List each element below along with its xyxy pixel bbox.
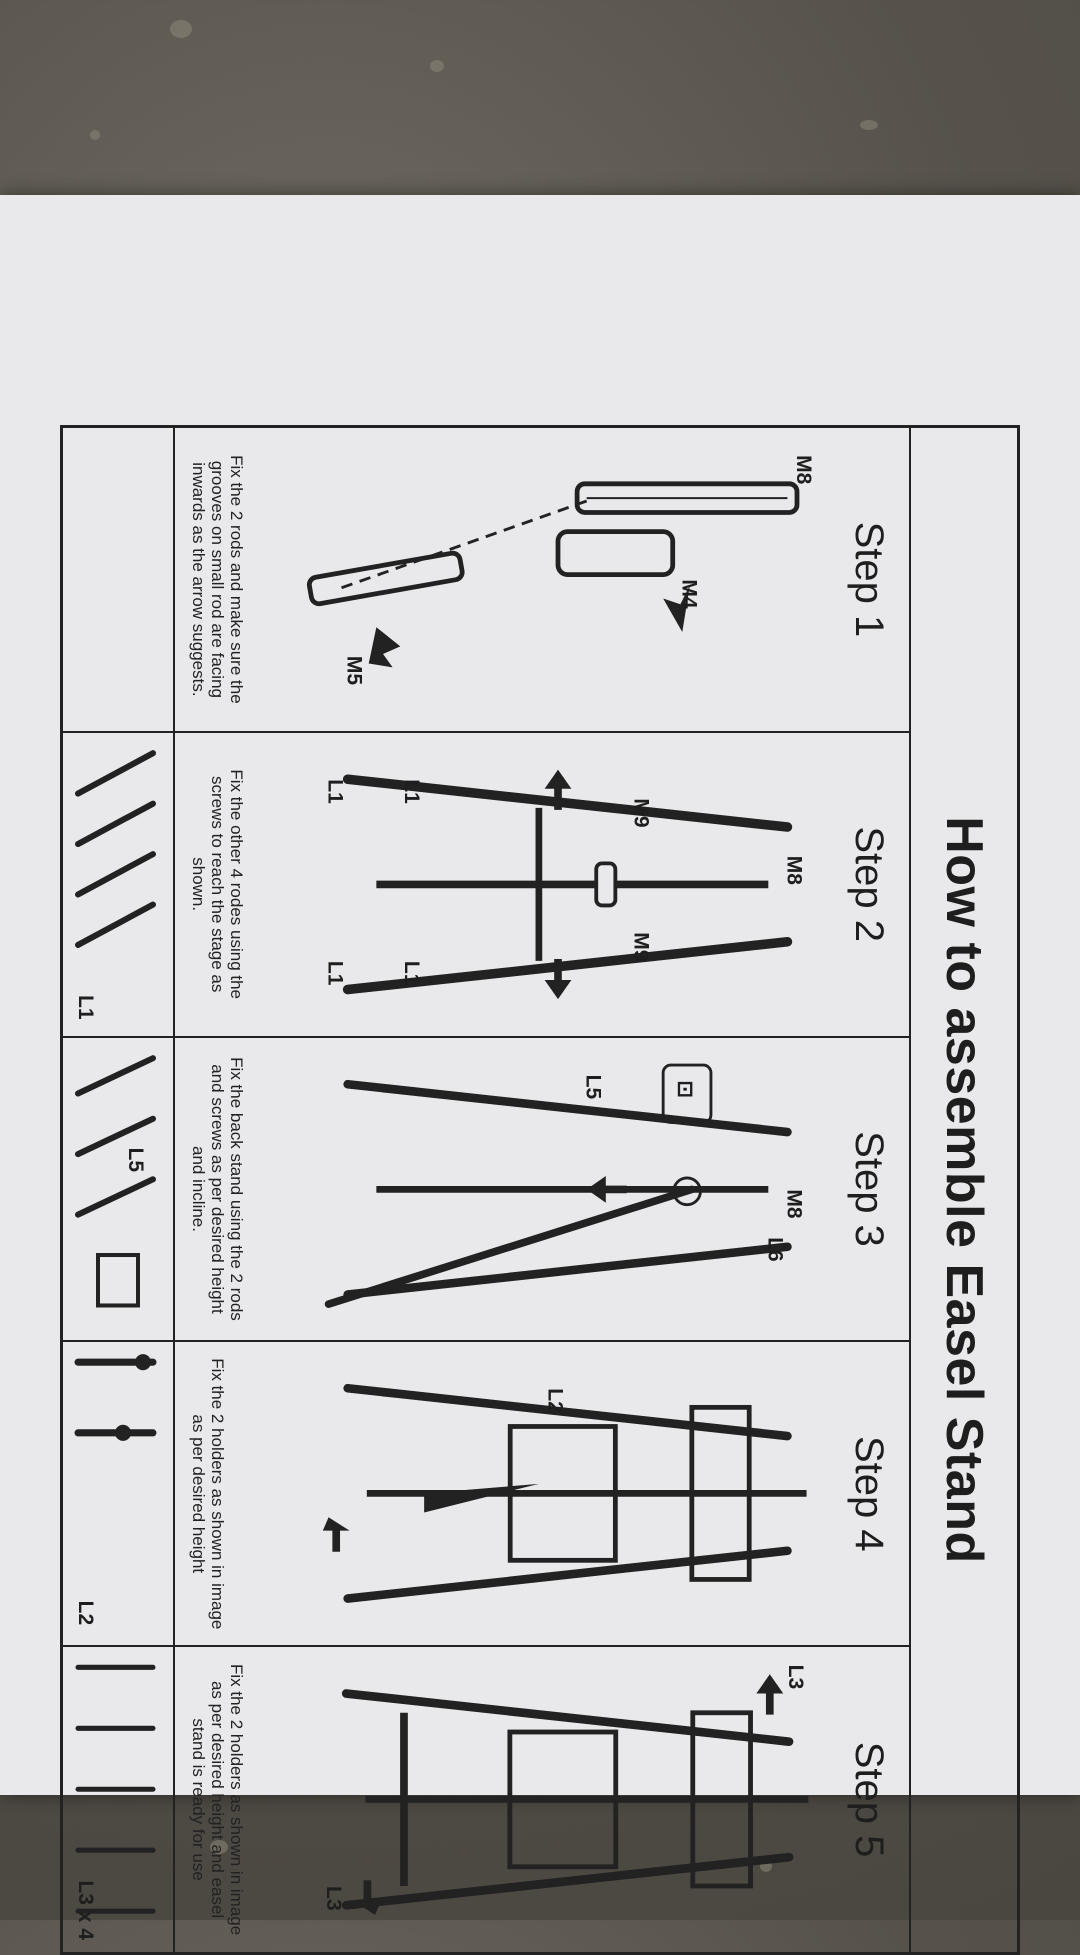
- screw-icon: [63, 1038, 173, 1341]
- hardware-label: L1: [74, 995, 97, 1020]
- step-heading: Step 4: [847, 1435, 891, 1552]
- rods-diagram: [285, 436, 831, 723]
- step-1-illustration: [285, 436, 831, 723]
- step-2-panel: [175, 733, 909, 1038]
- arrow-icon: [354, 1880, 381, 1915]
- part-label: M8: [782, 1188, 806, 1219]
- holder-diagram: [285, 1350, 831, 1637]
- part-label: M8: [791, 455, 815, 485]
- hardware-label: L3 x 4: [74, 1880, 97, 1940]
- part-label: L1: [323, 960, 347, 986]
- part-label: L1: [323, 779, 347, 804]
- crossbar-piece: [596, 863, 615, 905]
- finished-easel-diagram: [285, 1655, 831, 1944]
- step-5-illustration: [285, 1655, 831, 1944]
- step-4-panel: [175, 1342, 909, 1647]
- part-label: L6: [763, 1236, 787, 1262]
- part-label: L1: [400, 960, 424, 986]
- arrow-icon: [756, 1674, 783, 1714]
- rod-m5: [308, 552, 463, 605]
- step-heading: Step 5: [847, 1741, 891, 1858]
- screw-icon: [63, 733, 173, 1036]
- ground-speck: [430, 60, 444, 72]
- step-caption: Fix the other 4 rodes using the screws to reach the stage as shown.: [189, 769, 246, 1000]
- step-5-panel: [175, 1647, 909, 1952]
- ground-speck: [90, 130, 100, 140]
- frame-rod: [348, 1084, 788, 1132]
- part-label: L3: [321, 1886, 345, 1911]
- step-4-illustration: [285, 1350, 831, 1637]
- holder-piece: [424, 1484, 539, 1513]
- part-label: M9: [629, 798, 653, 828]
- step-caption: Fix the 2 rods and make sure the grooves on small rod are facing inwards as the arrow suggests.: [189, 455, 246, 704]
- step-3-illustration: [285, 1046, 831, 1333]
- part-label: M8: [782, 855, 806, 885]
- part-label: M5: [342, 655, 366, 686]
- steps-grid: [63, 428, 909, 1952]
- part-label: M9: [629, 931, 653, 962]
- step-caption: Fix the 2 holders as shown in image as per desired height and easel stand is ready for use: [189, 1663, 246, 1936]
- step-heading: Step 3: [847, 1131, 891, 1247]
- ground-speck: [170, 20, 192, 38]
- arrow-icon: [369, 627, 401, 667]
- hardware-cell-empty: [63, 428, 175, 733]
- step-3-panel: [175, 1038, 909, 1343]
- ground-speck: [860, 120, 878, 130]
- step-heading: Step 1: [847, 521, 891, 638]
- hardware-cell-l5: [63, 1038, 175, 1343]
- step-2-illustration: [285, 741, 831, 1028]
- hardware-cell-l3: [63, 1647, 175, 1952]
- hardware-cell-l1: [63, 733, 175, 1038]
- step-heading: Step 2: [847, 826, 891, 943]
- frame-diagram: [285, 741, 831, 1028]
- sheet-title: How to assemble Easel Stand: [909, 428, 1017, 1952]
- crossbar-piece: [558, 532, 673, 575]
- part-label: L2: [543, 1388, 567, 1414]
- part-label: L5: [581, 1074, 605, 1099]
- frame-rod: [348, 1246, 788, 1294]
- arrow-icon: [323, 1518, 350, 1552]
- back-stand-diagram: [285, 1046, 831, 1333]
- hardware-label: L2: [74, 1600, 97, 1626]
- step-1-panel: [175, 428, 909, 733]
- instruction-frame: [60, 425, 1020, 1955]
- rotated-content: [60, 425, 1020, 1955]
- square-symbol: ⊡: [673, 1080, 697, 1098]
- back-stand-rod: [329, 1189, 692, 1304]
- part-label: M4: [677, 579, 701, 609]
- step-caption: Fix the 2 holders as shown in image as per desired height: [189, 1358, 227, 1630]
- part-label: L1: [400, 779, 424, 804]
- step-caption: Fix the back stand using the 2 rods and screws as per desired height and incline.: [189, 1057, 246, 1321]
- hardware-cell-l2: [63, 1342, 175, 1647]
- arrow-icon: [587, 1176, 627, 1203]
- hardware-label: L5: [124, 1147, 147, 1173]
- part-label: L3: [784, 1664, 808, 1690]
- instruction-sheet: [0, 195, 1080, 1940]
